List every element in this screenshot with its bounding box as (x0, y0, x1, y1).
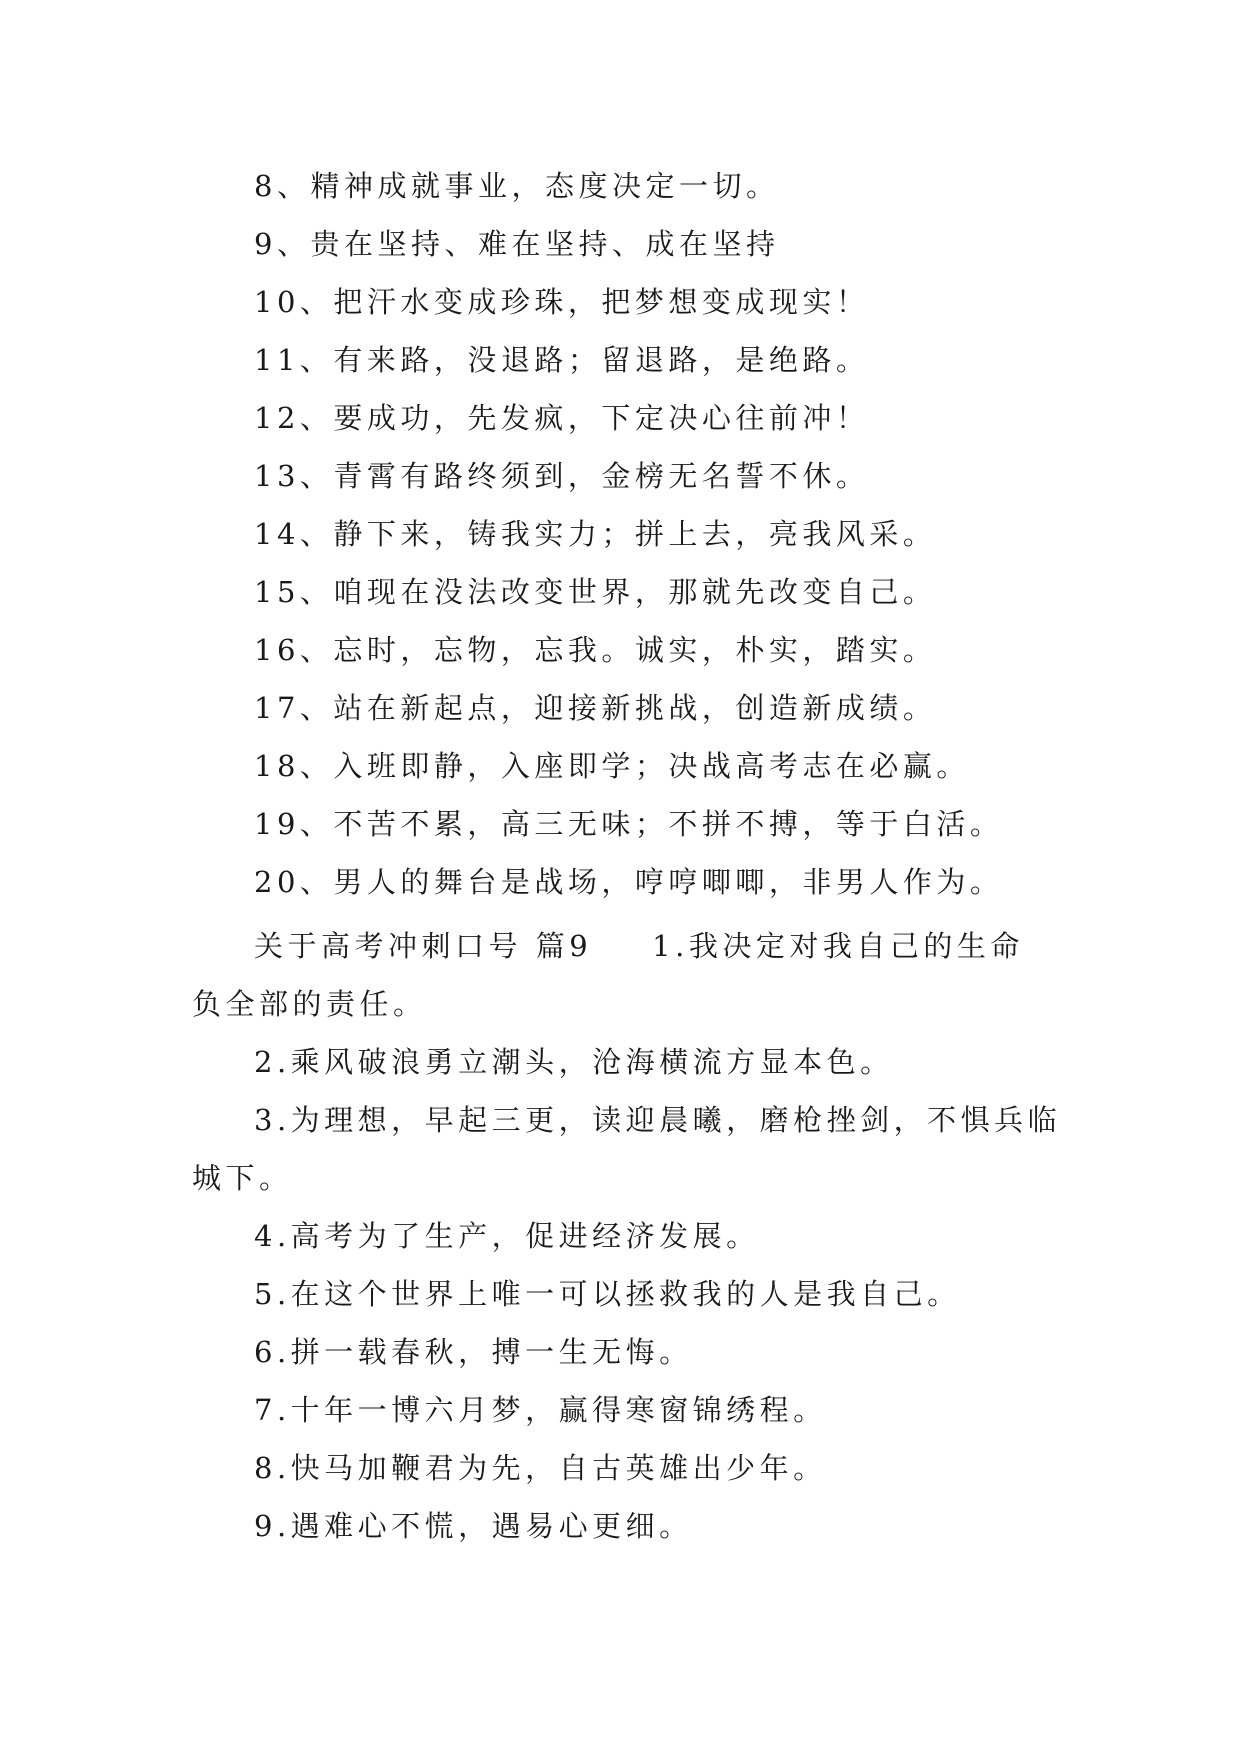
slogan-line: 15、咱现在没法改变世界，那就先改变自己。 (254, 575, 937, 609)
section-heading: 关于高考冲刺口号 篇9 (254, 929, 593, 963)
slogan-line: 13、青霄有路终须到，金榜无名誓不休。 (254, 459, 870, 493)
slogan-line: 11、有来路，没退路；留退路，是绝路。 (254, 343, 870, 377)
slogan-line: 8、精神成就事业，态度决定一切。 (254, 169, 780, 203)
slogan-line: 4.高考为了生产，促进经济发展。 (254, 1219, 760, 1253)
slogan-line-continued: 城下。 (192, 1161, 293, 1195)
slogan-line: 8.快马加鞭君为先，自古英雄出少年。 (254, 1451, 827, 1485)
slogan-line: 12、要成功，先发疯，下定决心往前冲！ (254, 401, 870, 435)
slogan-line: 19、不苦不累，高三无味；不拼不搏，等于白活。 (254, 807, 1004, 841)
slogan-line: 5.在这个世界上唯一可以拯救我的人是我自己。 (254, 1277, 961, 1311)
slogan-line: 2.乘风破浪勇立潮头，沧海横流方显本色。 (254, 1045, 894, 1079)
slogan-line: 1.我决定对我自己的生命 (652, 929, 1024, 963)
slogan-line: 9、贵在坚持、难在坚持、成在坚持 (254, 227, 780, 261)
section-heading-line (254, 926, 1054, 966)
slogan-line: 7.十年一博六月梦，赢得寒窗锦绣程。 (254, 1393, 827, 1427)
slogan-line: 9.遇难心不慌，遇易心更细。 (254, 1509, 693, 1543)
slogan-line: 14、静下来，铸我实力；拼上去，亮我风采。 (254, 517, 937, 551)
slogan-line: 16、忘时，忘物，忘我。诚实，朴实，踏实。 (254, 633, 937, 667)
slogan-line: 20、男人的舞台是战场，哼哼唧唧，非男人作为。 (254, 865, 1004, 899)
slogan-line: 17、站在新起点，迎接新挑战，创造新成绩。 (254, 691, 937, 725)
slogan-line: 18、入班即静，入座即学；决战高考志在必赢。 (254, 749, 970, 783)
slogan-line: 10、把汗水变成珍珠，把梦想变成现实！ (254, 285, 870, 319)
slogan-line: 3.为理想，早起三更，读迎晨曦，磨枪挫剑，不惧兵临 (254, 1103, 1062, 1137)
slogan-line-continued: 负全部的责任。 (192, 987, 427, 1021)
slogan-line: 6.拼一载春秋，搏一生无悔。 (254, 1335, 693, 1369)
